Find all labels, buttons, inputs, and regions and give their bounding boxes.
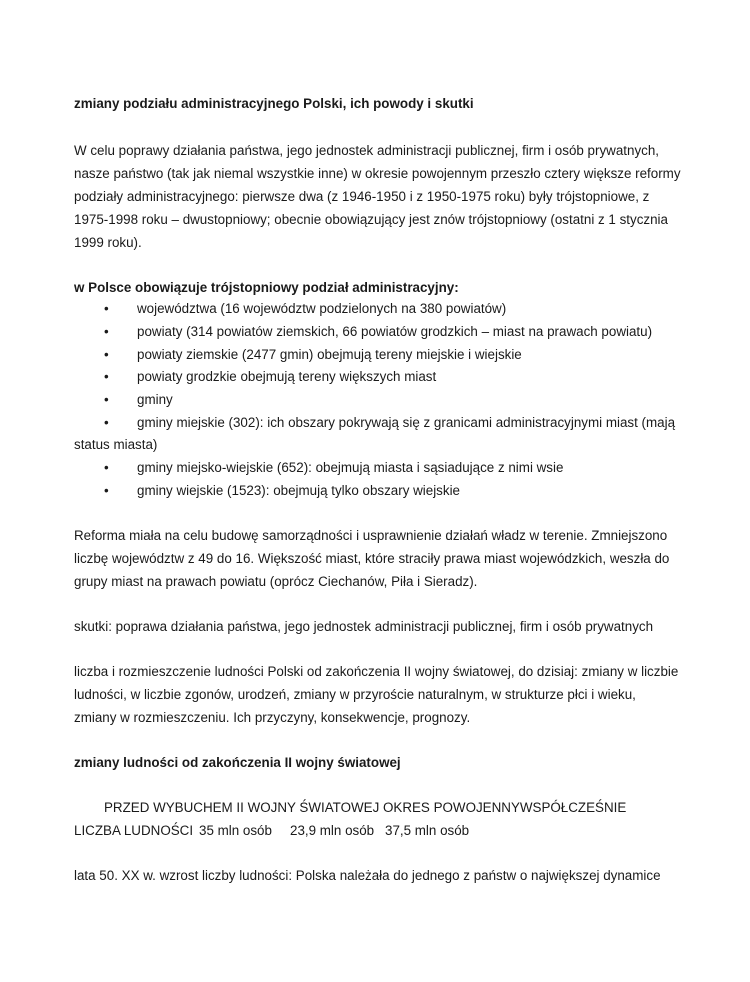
list-item: gminy miejsko-wiejskie (652): obejmują miasta i sąsiadujące z nimi wsie: [137, 460, 564, 475]
list-item: województwa (16 województw podzielonych na 380 powiatów): [137, 301, 507, 316]
paragraph-line: ludności, w liczbie zgonów, urodzeń, zmiany w przyroście naturalnym, w strukturze płci i wieku,: [74, 687, 636, 702]
section-heading: w Polsce obowiązuje trójstopniowy podział administracyjny:: [74, 280, 459, 295]
paragraph-line: Reforma miała na celu budowę samorządności i usprawnienie działań władz w terenie. Zmniejszono: [74, 528, 668, 543]
paragraph-line: liczbę województw z 49 do 16. Większość miast, które straciły prawa miast wojewódzkich, weszła do: [74, 551, 670, 566]
bullet-icon: •: [104, 301, 109, 316]
list-item: powiaty (314 powiatów ziemskich, 66 powiatów grodzkich – miast na prawach powiatu): [137, 324, 653, 339]
paragraph-line: zmiany w rozmieszczeniu. Ich przyczyny, konsekwencje, prognozy.: [74, 710, 471, 725]
paragraph-line: nasze państwo (tak jak niemal wszystkie inne) w okresie powojennym przeszło cztery większe reformy: [74, 166, 681, 181]
paragraph-line: lata 50. XX w. wzrost liczby ludności: Polska należała do jednego z państw o największej dynamice: [74, 868, 661, 883]
paragraph-line: W celu poprawy działania państwa, jego jednostek administracji publicznej, firm i osób prywatnych,: [74, 143, 660, 158]
bullet-icon: •: [104, 392, 109, 407]
paragraph-line: podziały administracyjnego: pierwsze dwa (z 1946-1950 i z 1950-1975 roku) były trójstopniowe, z: [74, 189, 650, 204]
list-item-continuation: status miasta): [74, 437, 158, 452]
section-heading: zmiany podziału administracyjnego Polski, ich powody i skutki: [74, 96, 474, 111]
paragraph-line: liczba i rozmieszczenie ludności Polski od zakończenia II wojny światowej, do dzisiaj: zmiany w liczbie: [74, 664, 679, 679]
table-header: PRZED WYBUCHEM II WOJNY ŚWIATOWEJ OKRES POWOJENNYWSPÓŁCZEŚNIE: [104, 800, 627, 815]
table-cell: 37,5 mln osób: [385, 823, 470, 838]
paragraph-line: 1975-1998 roku – dwustopniowy; obecnie obowiązujący jest znów trójstopniowy (ostatni z 1 stycznia: [74, 212, 668, 227]
bullet-icon: •: [104, 369, 109, 384]
list-item: powiaty ziemskie (2477 gmin) obejmują tereny miejskie i wiejskie: [137, 347, 522, 362]
table-row-label: LICZBA LUDNOŚCI: [74, 823, 194, 838]
bullet-icon: •: [104, 460, 109, 475]
paragraph-line: skutki: poprawa działania państwa, jego jednostek administracji publicznej, firm i osób prywatnych: [74, 619, 654, 634]
bullet-icon: •: [104, 347, 109, 362]
list-item: powiaty grodzkie obejmują tereny większych miast: [137, 369, 437, 384]
list-item: gminy wiejskie (1523): obejmują tylko obszary wiejskie: [137, 483, 460, 498]
section-heading: zmiany ludności od zakończenia II wojny światowej: [74, 755, 401, 770]
table-cell: 23,9 mln osób: [290, 823, 375, 838]
bullet-icon: •: [104, 324, 109, 339]
bullet-icon: •: [104, 483, 109, 498]
list-item: gminy miejskie (302): ich obszary pokrywają się z granicami administracyjnymi miast (mają: [137, 415, 676, 430]
paragraph-line: 1999 roku).: [74, 235, 142, 250]
list-item: gminy: [137, 392, 173, 407]
table-cell: 35 mln osób: [199, 823, 272, 838]
paragraph-line: grupy miast na prawach powiatu (oprócz Ciechanów, Piła i Sieradz).: [74, 574, 478, 589]
bullet-icon: •: [104, 415, 109, 430]
